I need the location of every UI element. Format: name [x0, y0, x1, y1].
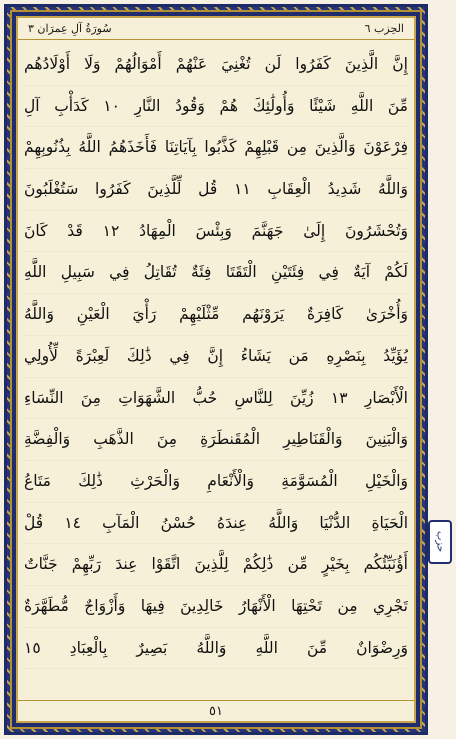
text-line: أَؤُنَبِّئُكُم بِخَيْرٍ مِّن ذَٰلِكُمْ لِلَّذِينَ اتَّقَوْا عِندَ رَبِّهِمْ جَنَّاتٌ: [24, 544, 408, 586]
text-line: فِرْعَوْنَ وَالَّذِينَ مِن قَبْلِهِمْ كَذَّبُوا بِآيَاتِنَا فَأَخَذَهُمُ اللَّهُ بِذُنُوبِهِمْ: [24, 127, 408, 169]
hizb-label: الحِزب ٦: [364, 22, 404, 35]
page-side-margin: [430, 4, 452, 735]
text-line: وَتُحْشَرُونَ إِلَىٰ جَهَنَّمَ وَبِئْسَ الْمِهَادُ ١٢ قَدْ كَانَ: [24, 211, 408, 253]
text-line: وَالْبَنِينَ وَالْقَنَاطِيرِ الْمُقَنطَرَةِ مِنَ الذَّهَبِ وَالْفِضَّةِ: [24, 419, 408, 461]
hizb-marker-tab: [428, 520, 452, 564]
text-line: وَأُخْرَىٰ كَافِرَةٌ يَرَوْنَهُم مِّثْلَيْهِمْ رَأْيَ الْعَيْنِ وَاللَّهُ: [24, 294, 408, 336]
text-line: إِنَّ الَّذِينَ كَفَرُوا لَن تُغْنِيَ عَنْهُمْ أَمْوَالُهُمْ وَلَا أَوْلَادُهُم: [24, 44, 408, 86]
page-number: ٥١: [209, 704, 223, 719]
page-footer: [18, 700, 414, 722]
surah-label: سُورَةُ آلِ عِمرَان ٣: [28, 22, 112, 35]
text-line: الْأَبْصَارِ ١٣ زُيِّنَ لِلنَّاسِ حُبُّ الشَّهَوَاتِ مِنَ النِّسَاءِ: [24, 378, 408, 420]
text-line: وَالْخَيْلِ الْمُسَوَّمَةِ وَالْأَنْعَامِ وَالْحَرْثِ ذَٰلِكَ مَتَاعُ: [24, 461, 408, 503]
text-line: وَاللَّهُ شَدِيدُ الْعِقَابِ ١١ قُل لِّلَّذِينَ كَفَرُوا سَتُغْلَبُونَ: [24, 169, 408, 211]
quran-text-block: [24, 44, 408, 696]
text-line: الْحَيَاةِ الدُّنْيَا وَاللَّهُ عِندَهُ حُسْنُ الْمَآبِ ١٤ قُلْ: [24, 503, 408, 545]
text-line: يُؤَيِّدُ بِنَصْرِهِ مَن يَشَاءُ إِنَّ فِي ذَٰلِكَ لَعِبْرَةً لِّأُولِي: [24, 336, 408, 378]
text-line: تَجْرِي مِن تَحْتِهَا الْأَنْهَارُ خَالِدِينَ فِيهَا وَأَزْوَاجٌ مُّطَهَّرَةٌ: [24, 586, 408, 628]
text-line: مِّنَ اللَّهِ شَيْئًا وَأُولَٰئِكَ هُمْ وَقُودُ النَّارِ ١٠ كَدَأْبِ آلِ: [24, 86, 408, 128]
hizb-tab-label: حزب: [434, 531, 446, 553]
page-header: [18, 18, 414, 40]
text-line: وَرِضْوَانٌ مِّنَ اللَّهِ وَاللَّهُ بَصِيرٌ بِالْعِبَادِ ١٥: [24, 628, 408, 670]
text-line: لَكُمْ آيَةٌ فِي فِئَتَيْنِ الْتَقَتَا فِئَةٌ تُقَاتِلُ فِي سَبِيلِ اللَّهِ: [24, 252, 408, 294]
